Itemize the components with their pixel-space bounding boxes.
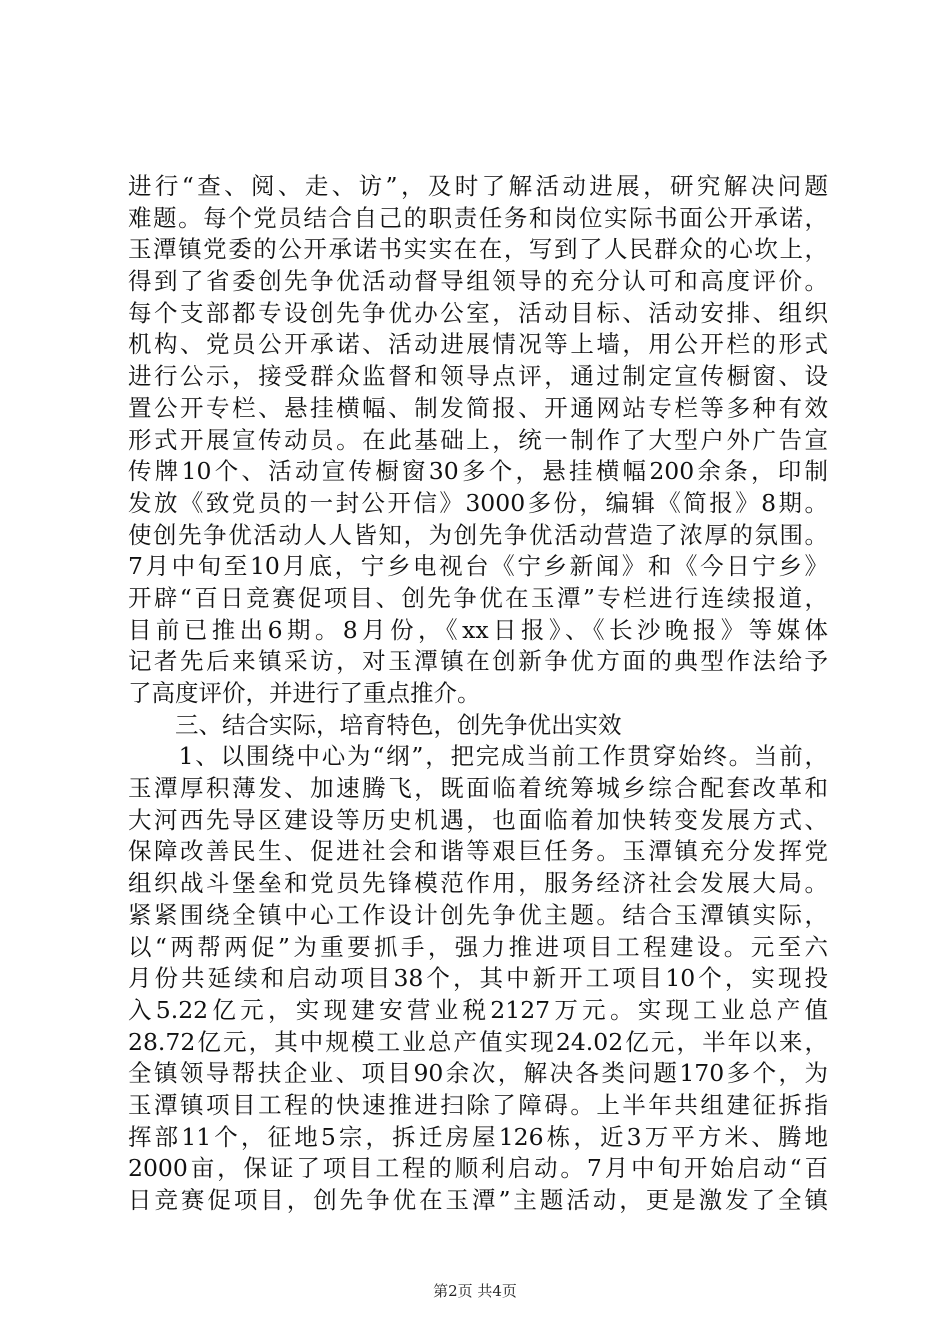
text-line: 玉潭镇党委的公开承诺书实实在在，写到了人民群众的心坎上， — [128, 235, 828, 264]
text-line: 玉潭镇项目工程的快速推进扫除了障碍。上半年共组建征拆指 — [128, 1090, 828, 1119]
document-body — [128, 171, 828, 1217]
text-line: 28.72亿元，其中规模工业总产值实现24.02亿元，半年以来， — [128, 1027, 828, 1056]
text-line: 2000亩，保证了项目工程的顺利启动。7月中旬开始启动“百 — [128, 1154, 828, 1183]
text-line: 玉潭厚积薄发、加速腾飞，既面临着统筹城乡综合配套改革和 — [128, 774, 828, 803]
text-line: 入5.22亿元，实现建安营业税2127万元。实现工业总产值 — [128, 995, 828, 1024]
text-line: 置公开专栏、悬挂横幅、制发简报、开通网站专栏等多种有效 — [128, 393, 828, 422]
text-line: 得到了省委创先争优活动督导组领导的充分认可和高度评价。 — [128, 267, 828, 296]
text-line: 目前已推出6期。8月份，《xx日报》、《长沙晚报》等媒体 — [128, 615, 828, 644]
text-line: 组织战斗堡垒和党员先锋模范作用，服务经济社会发展大局。 — [128, 869, 828, 898]
text-line: 了高度评价，并进行了重点推介。 — [128, 679, 481, 707]
text-line: 发放《致党员的一封公开信》3000多份，编辑《简报》8期。 — [128, 488, 828, 517]
page-number-footer: 第2页 共4页 — [433, 1282, 517, 1300]
text-line: 月份共延续和启动项目38个，其中新开工项目10个，实现投 — [128, 964, 828, 993]
text-line: 日竞赛促项目，创先争优在玉潭”主题活动，更是激发了全镇 — [128, 1186, 828, 1214]
text-line: 难题。每个党员结合自己的职责任务和岗位实际书面公开承诺， — [128, 203, 828, 232]
text-line: 进行“查、阅、走、访”，及时了解活动进展，研究解决问题 — [128, 172, 828, 200]
text-line: 进行公示，接受群众监督和领导点评，通过制定宣传橱窗、设 — [128, 362, 828, 391]
text-line: 全镇领导帮扶企业、项目90余次，解决各类问题170多个，为 — [128, 1059, 828, 1088]
section-heading: 三、结合实际，培育特色，创先争优出实效 — [128, 710, 622, 739]
text-line: 机构、党员公开承诺、活动进展情况等上墙，用公开栏的形式 — [128, 330, 828, 359]
text-line: 使创先争优活动人人皆知，为创先争优活动营造了浓厚的氛围。 — [128, 520, 828, 549]
text-line: 传牌10个、活动宣传橱窗30多个，悬挂横幅200余条，印制 — [128, 457, 828, 486]
text-line: 7月中旬至10月底，宁乡电视台《宁乡新闻》和《今日宁乡》 — [128, 552, 828, 581]
text-line: 以“两帮两促”为重要抓手，强力推进项目工程建设。元至六 — [128, 932, 828, 961]
text-line: 1、以围绕中心为“纲”，把完成当前工作贯穿始终。当前， — [128, 742, 828, 771]
text-line: 开辟“百日竞赛促项目、创先争优在玉潭”专栏进行连续报道， — [128, 583, 828, 612]
text-line: 紧紧围绕全镇中心工作设计创先争优主题。结合玉潭镇实际， — [128, 900, 828, 929]
text-line: 形式开展宣传动员。在此基础上，统一制作了大型户外广告宣 — [128, 425, 828, 454]
text-line: 大河西先导区建设等历史机遇，也面临着加快转变发展方式、 — [128, 805, 828, 834]
text-line: 挥部11个，征地5宗，拆迁房屋126栋，近3万平方米、腾地 — [128, 1122, 828, 1151]
text-line: 每个支部都专设创先争优办公室，活动目标、活动安排、组织 — [128, 298, 828, 327]
text-line: 保障改善民生、促进社会和谐等艰巨任务。玉潭镇充分发挥党 — [128, 837, 828, 866]
text-line: 记者先后来镇采访，对玉潭镇在创新争优方面的典型作法给予 — [128, 647, 828, 676]
